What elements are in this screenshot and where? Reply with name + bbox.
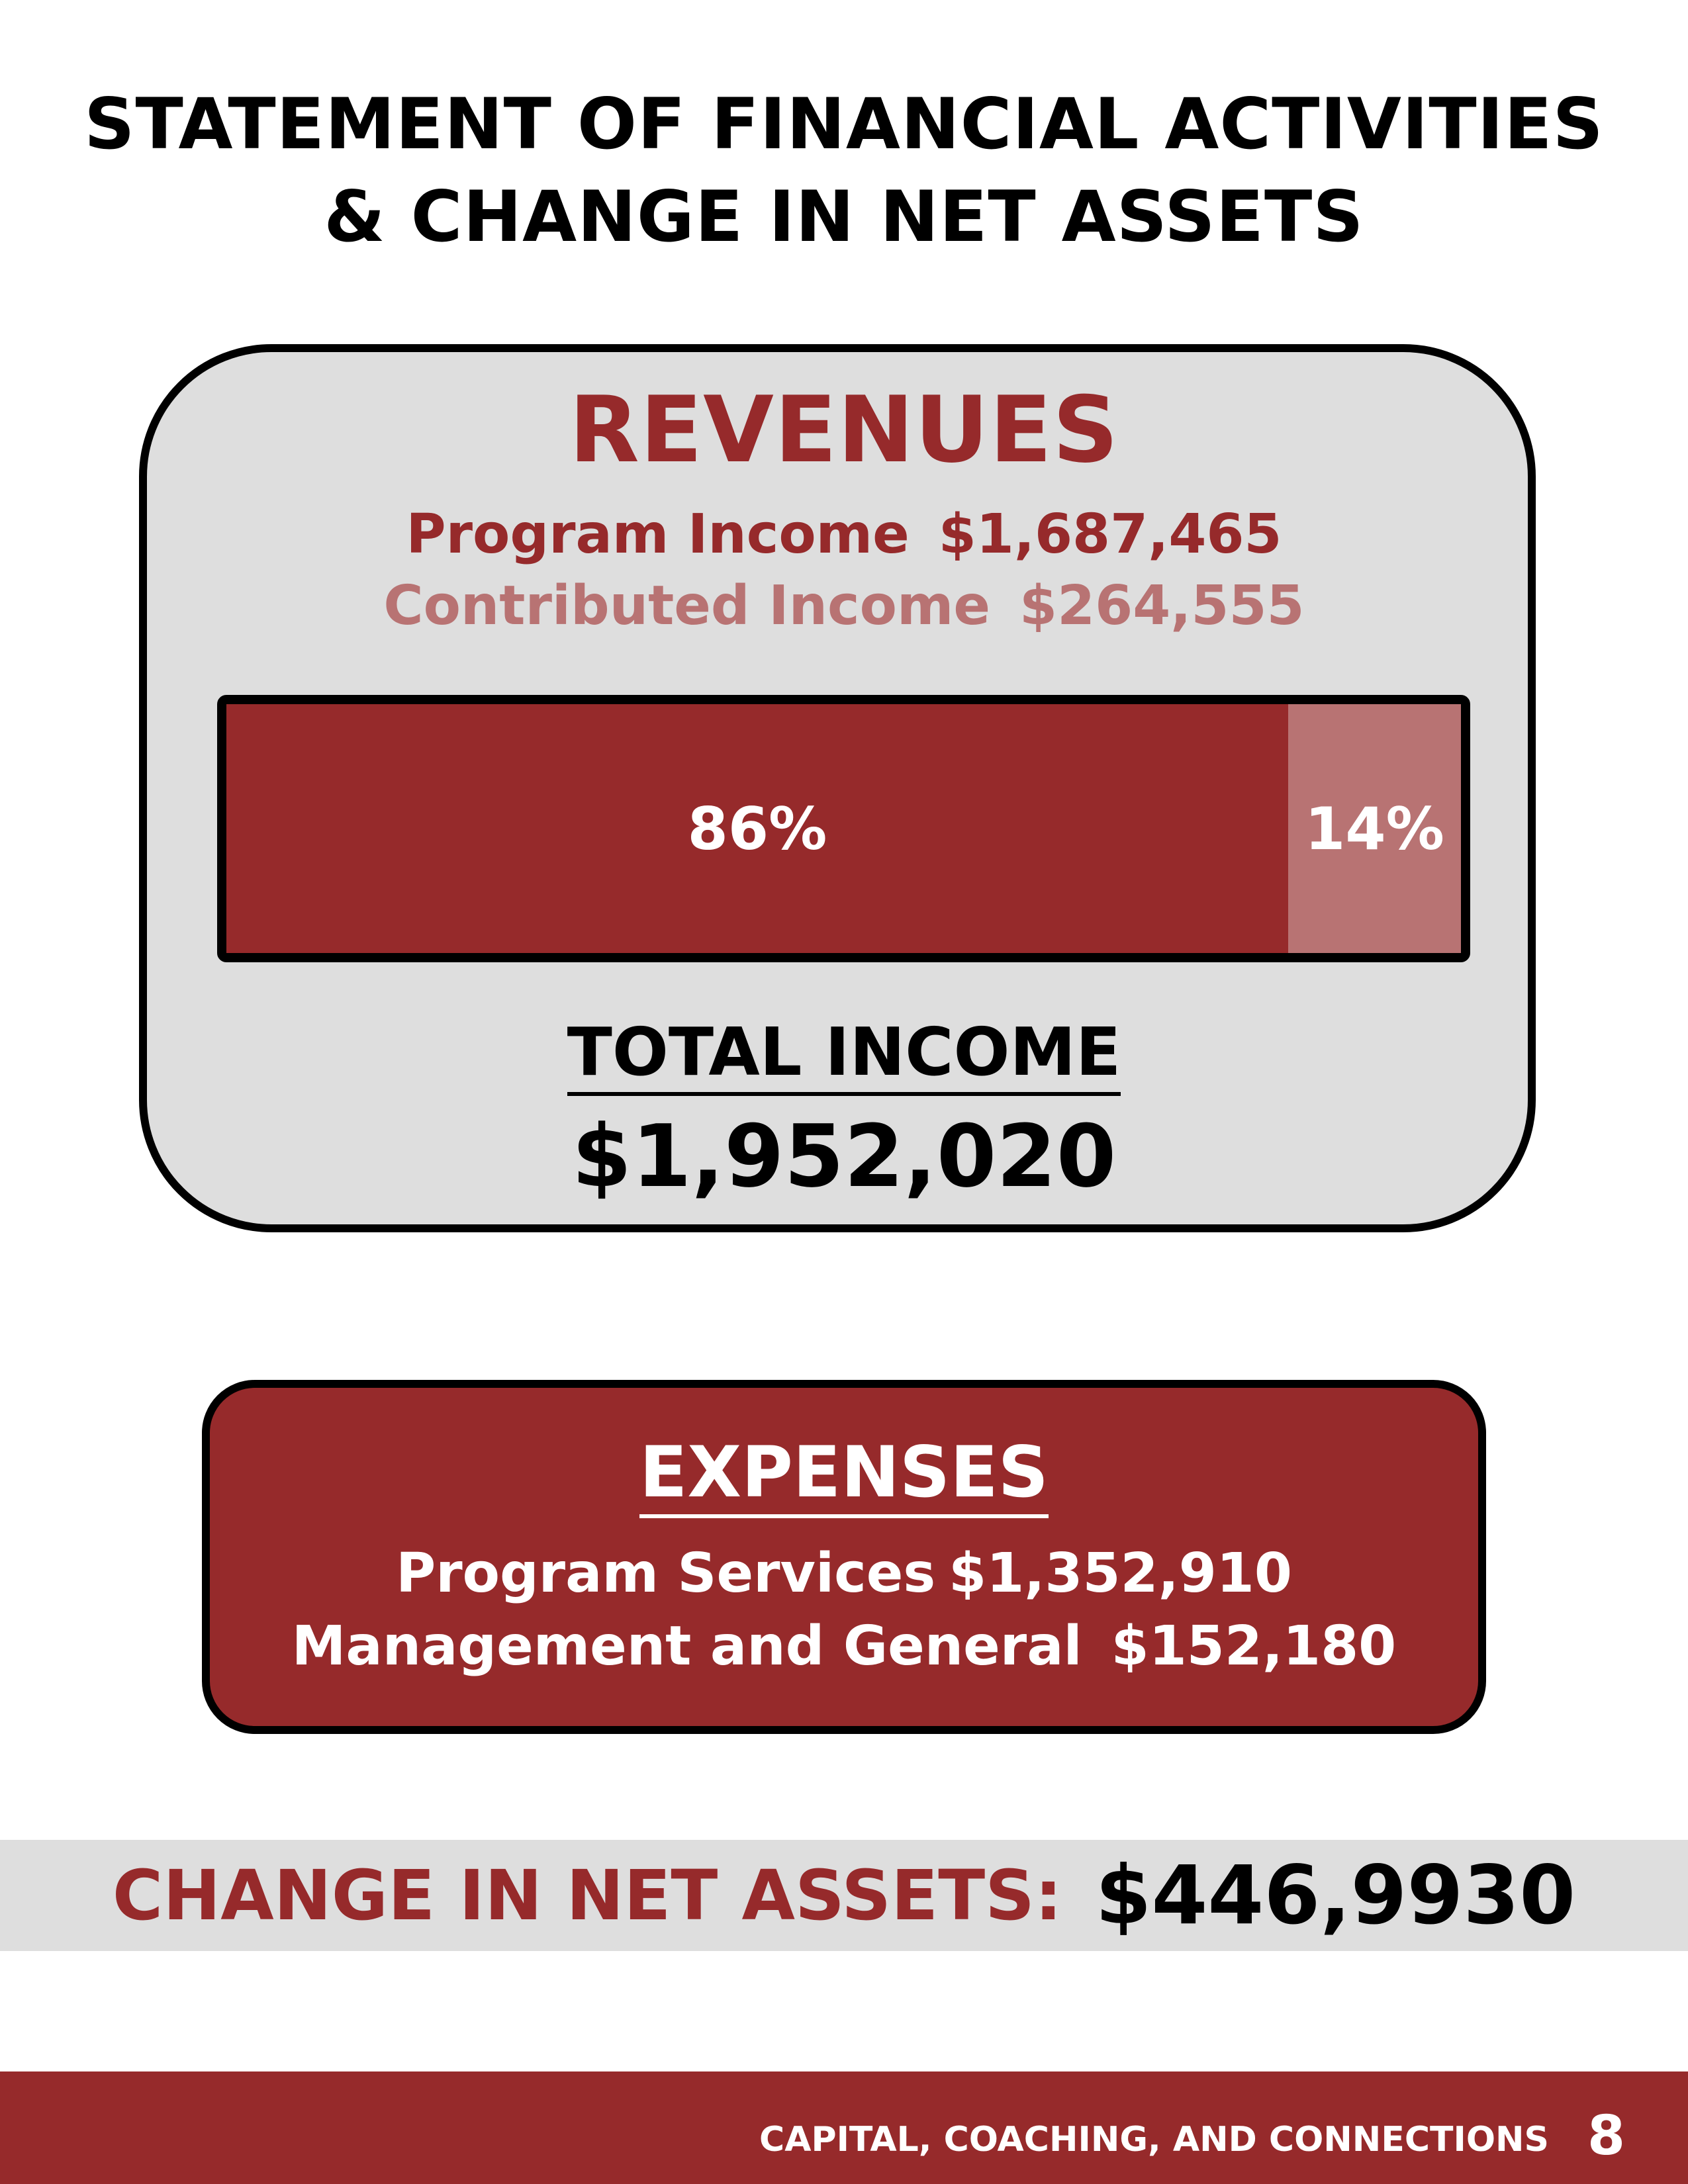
management-general-label: Management and General	[291, 1615, 1082, 1678]
total-income-heading-text: TOTAL INCOME	[567, 1013, 1121, 1096]
program-income-label: Program Income	[406, 503, 910, 566]
contributed-income-value: $264,555	[1019, 574, 1305, 637]
program-income-share-label: 86%	[687, 794, 827, 863]
contributed-income-share-label: 14%	[1305, 794, 1444, 863]
program-income-row	[0, 502, 1688, 568]
page-title-line-1: STATEMENT OF FINANCIAL ACTIVITIES	[84, 83, 1604, 165]
management-general-row	[0, 1614, 1688, 1680]
program-income-value: $1,687,465	[938, 503, 1282, 566]
contributed-income-label: Contributed Income	[383, 574, 991, 637]
footer-bar	[0, 2071, 1688, 2184]
page-title-line-2: & CHANGE IN NET ASSETS	[324, 176, 1364, 257]
total-income-value: $1,952,020	[571, 1106, 1117, 1206]
net-assets-band	[0, 1840, 1688, 1951]
page-number: 8	[1587, 2105, 1625, 2167]
revenues-heading: REVENUES	[569, 377, 1119, 483]
net-assets-value: $446,9930	[1095, 1848, 1576, 1942]
program-services-value: $1,352,910	[949, 1542, 1292, 1605]
income-share-bar	[217, 695, 1470, 962]
page-title	[0, 78, 1688, 263]
contributed-income-share-segment	[1288, 704, 1461, 953]
management-general-value: $152,180	[1111, 1615, 1397, 1678]
program-income-share-segment	[226, 704, 1288, 953]
expenses-heading-text: EXPENSES	[639, 1432, 1049, 1518]
contributed-income-row	[0, 573, 1688, 639]
net-assets-label: CHANGE IN NET ASSETS:	[112, 1855, 1062, 1936]
total-income-heading	[0, 1009, 1688, 1095]
footer-tagline: CAPITAL, COACHING, AND CONNECTIONS	[759, 2120, 1549, 2160]
expenses-heading	[0, 1430, 1688, 1516]
program-services-row	[0, 1541, 1688, 1607]
program-services-label: Program Services	[396, 1542, 936, 1605]
